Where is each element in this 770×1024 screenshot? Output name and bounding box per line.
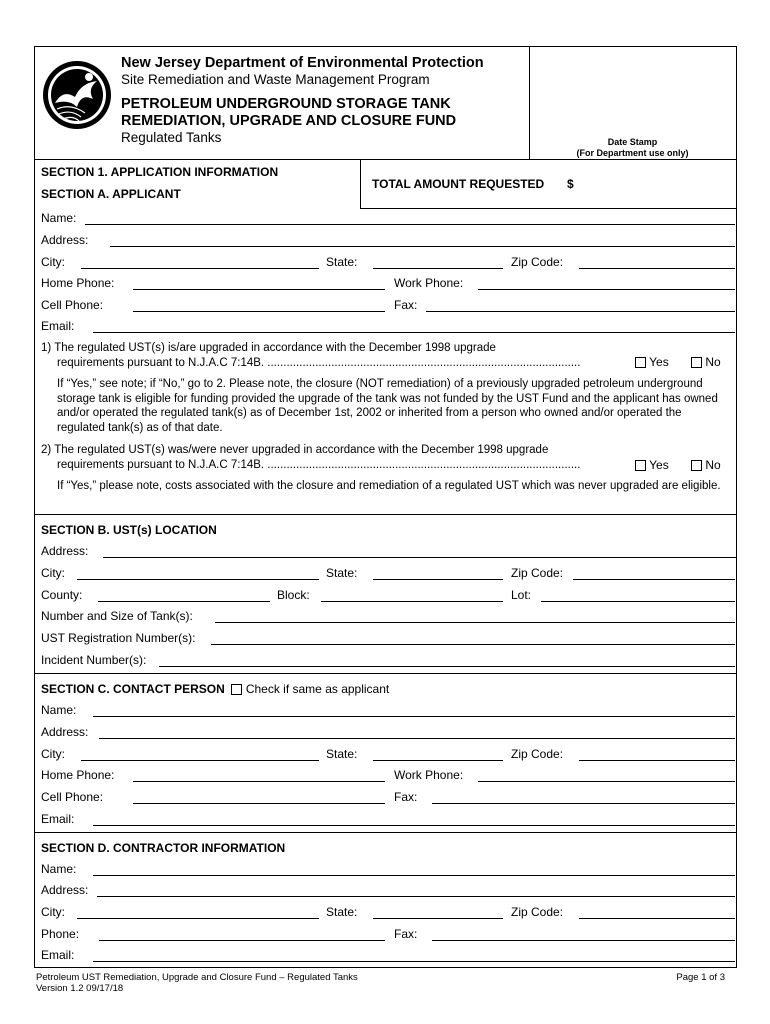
form-subtitle: Regulated Tanks (121, 130, 222, 145)
q2-yes-option[interactable]: Yes (635, 458, 669, 472)
applicant-name-label: Name: (41, 211, 77, 225)
section-b-title: SECTION B. UST(s) LOCATION (41, 523, 217, 537)
contact-city-label: City: (41, 747, 65, 761)
applicant-name-field[interactable] (85, 224, 735, 225)
footer-version: Version 1.2 09/17/18 (36, 983, 124, 994)
tanks-label: Number and Size of Tank(s): (41, 609, 193, 623)
q1-no-checkbox[interactable] (691, 357, 702, 368)
applicant-work-phone-label: Work Phone: (394, 276, 464, 290)
location-city-label: City: (41, 566, 65, 580)
location-lot-label: Lot: (511, 588, 532, 602)
applicant-home-phone-field[interactable] (133, 289, 385, 290)
contractor-name-label: Name: (41, 862, 77, 876)
q2-no-checkbox[interactable] (691, 460, 702, 471)
q2-yes-checkbox[interactable] (635, 460, 646, 471)
contractor-email-label: Email: (41, 948, 75, 962)
question-2: 2) The regulated UST(s) was/were never upgraded in accordance with the December 1998 upgrade requirements pursuant to N.J.A.C 7:14B. .................................................................................................. (41, 444, 581, 471)
tanks-field[interactable] (215, 622, 735, 623)
applicant-cell-phone-label: Cell Phone: (41, 298, 104, 312)
section-divider (35, 673, 736, 674)
contact-cell-phone-label: Cell Phone: (41, 790, 104, 804)
section-c-header (41, 682, 389, 696)
location-zip-field[interactable] (573, 579, 735, 580)
incident-label: Incident Number(s): (41, 653, 147, 667)
form-footer (36, 972, 358, 994)
applicant-zip-label: Zip Code: (511, 255, 564, 269)
location-state-label: State: (326, 566, 358, 580)
contact-email-field[interactable] (93, 825, 735, 826)
contractor-city-label: City: (41, 905, 65, 919)
applicant-city-label: City: (41, 255, 65, 269)
contact-cell-phone-field[interactable] (133, 803, 385, 804)
section-1-title: SECTION 1. APPLICATION INFORMATION (41, 165, 279, 179)
applicant-fax-label: Fax: (394, 298, 418, 312)
applicant-state-label: State: (326, 255, 358, 269)
total-amount-box[interactable] (360, 159, 736, 209)
contact-zip-label: Zip Code: (511, 747, 564, 761)
q2-no-option[interactable]: No (691, 458, 721, 472)
application-form (34, 46, 737, 968)
contact-home-phone-label: Home Phone: (41, 768, 115, 782)
contact-address-label: Address: (41, 725, 89, 739)
location-block-field[interactable] (321, 601, 503, 602)
question-1-note: If “Yes,” see note; if “No,” go to 2. Please note, the closure (NOT remediation) of a previously upgraded petroleum underground storage tank is eligible for funding provided the upgrade of the tank was not funded by the UST Fund and the applicant has owned and/or operated the regulated tank(s) as of December 1st, 2002 or inherited from a person who owned and/or operated the regulated tank(s) as of that date. (57, 378, 718, 434)
applicant-address-label: Address: (41, 233, 89, 247)
contact-zip-field[interactable] (579, 760, 735, 761)
contractor-zip-field[interactable] (579, 918, 735, 919)
agency-name: New Jersey Department of Environmental Protection (121, 55, 484, 71)
applicant-work-phone-field[interactable] (478, 289, 735, 290)
contact-state-label: State: (326, 747, 358, 761)
contractor-state-label: State: (326, 905, 358, 919)
contact-fax-label: Fax: (394, 790, 418, 804)
contractor-email-field[interactable] (93, 961, 735, 962)
contact-fax-field[interactable] (432, 803, 735, 804)
location-block-label: Block: (277, 588, 310, 602)
section-divider (35, 514, 736, 515)
contractor-phone-field[interactable] (99, 940, 385, 941)
form-header (35, 47, 736, 160)
applicant-address-field[interactable] (110, 246, 735, 247)
contractor-name-field[interactable] (93, 875, 735, 876)
contact-name-label: Name: (41, 703, 77, 717)
page-number: Page 1 of 3 (676, 972, 725, 983)
section-divider (35, 832, 736, 833)
contact-state-field[interactable] (373, 760, 503, 761)
applicant-email-field[interactable] (93, 332, 735, 333)
total-amount-label: TOTAL AMOUNT REQUESTED (372, 177, 545, 191)
contact-address-field[interactable] (99, 738, 735, 739)
contact-email-label: Email: (41, 812, 75, 826)
contractor-fax-label: Fax: (394, 927, 418, 941)
contractor-address-field[interactable] (97, 896, 735, 897)
form-title: PETROLEUM UNDERGROUND STORAGE TANK REMEDIATION, UPGRADE AND CLOSURE FUND (121, 96, 457, 129)
location-zip-label: Zip Code: (511, 566, 564, 580)
same-as-applicant-checkbox[interactable] (231, 684, 242, 695)
question-2-note: If “Yes,” please note, costs associated with the closure and remediation of a regulated UST which was never upgraded are eligible. (57, 480, 721, 492)
applicant-state-field[interactable] (373, 268, 503, 269)
q1-no-option[interactable]: No (691, 355, 721, 369)
contractor-fax-field[interactable] (432, 940, 735, 941)
contractor-address-label: Address: (41, 883, 89, 897)
applicant-cell-phone-field[interactable] (133, 311, 385, 312)
currency-symbol: $ (567, 177, 574, 191)
contact-city-field[interactable] (81, 760, 319, 761)
program-name: Site Remediation and Waste Management Program (121, 72, 430, 87)
location-city-field[interactable] (77, 579, 319, 580)
section-a-title: SECTION A. APPLICANT (41, 187, 181, 201)
registration-field[interactable] (211, 644, 735, 645)
date-stamp-box: Date Stamp (For Department use only) (576, 137, 689, 158)
q1-yes-option[interactable]: Yes (635, 355, 669, 369)
contractor-zip-label: Zip Code: (511, 905, 564, 919)
question-1: 1) The regulated UST(s) is/are upgraded in accordance with the December 1998 upgrade requirements pursuant to N.J.A.C 7:14B. .................................................................................................. (41, 342, 581, 369)
footer-form-name: Petroleum UST Remediation, Upgrade and Closure Fund – Regulated Tanks (36, 972, 358, 983)
q1-yes-checkbox[interactable] (635, 357, 646, 368)
contractor-phone-label: Phone: (41, 927, 80, 941)
applicant-zip-field[interactable] (579, 268, 735, 269)
contractor-state-field[interactable] (373, 918, 503, 919)
section-c-title: SECTION C. CONTACT PERSON (41, 682, 225, 696)
contact-home-phone-field[interactable] (133, 781, 385, 782)
location-lot-field[interactable] (541, 601, 735, 602)
applicant-home-phone-label: Home Phone: (41, 276, 115, 290)
registration-label: UST Registration Number(s): (41, 631, 196, 645)
location-address-label: Address: (41, 544, 89, 558)
applicant-email-label: Email: (41, 319, 75, 333)
applicant-fax-field[interactable] (426, 311, 735, 312)
contractor-city-field[interactable] (77, 918, 319, 919)
location-county-label: County: (41, 588, 83, 602)
location-county-field[interactable] (98, 601, 270, 602)
njdep-seal-logo (41, 59, 113, 131)
same-as-applicant-option[interactable]: Check if same as applicant (228, 682, 389, 696)
contact-name-field[interactable] (93, 716, 735, 717)
contact-work-phone-field[interactable] (478, 781, 735, 782)
location-address-field[interactable] (103, 557, 737, 558)
applicant-city-field[interactable] (81, 268, 319, 269)
incident-field[interactable] (159, 666, 735, 667)
location-state-field[interactable] (373, 579, 503, 580)
section-d-title: SECTION D. CONTRACTOR INFORMATION (41, 841, 286, 855)
contact-work-phone-label: Work Phone: (394, 768, 464, 782)
